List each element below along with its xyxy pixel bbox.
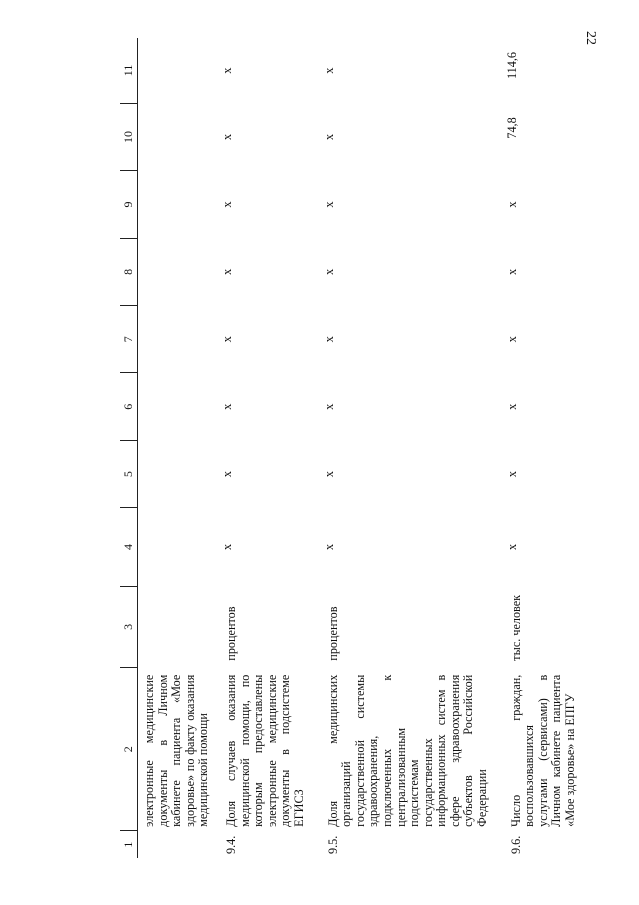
table-row: [321, 38, 504, 858]
column-header: 1: [120, 831, 138, 858]
value-cell: x: [219, 268, 234, 275]
column-numbers-row: [120, 38, 138, 858]
value-cell: x: [321, 201, 336, 208]
value-cell: [138, 238, 219, 305]
row-number: [138, 831, 219, 858]
indicator-table: [120, 38, 584, 858]
value-cell: [138, 306, 219, 373]
column-header: 11: [120, 38, 138, 103]
table-row: [219, 38, 321, 858]
value-cell: x: [504, 471, 519, 478]
column-header: 9: [120, 171, 138, 238]
value-cell: x: [219, 403, 234, 410]
column-header: 2: [120, 668, 138, 831]
value-cell: x: [321, 133, 336, 141]
unit-of-measure: тыс. человек: [508, 594, 523, 661]
indicator-name: Доля медицинских организаций государственной системы здравоохранения, подключенных к централизованным подсистемам государственных информационных систем в сфере здравоохранения субъектов Российской Федерации: [325, 674, 490, 827]
value-cell: x: [321, 543, 336, 551]
indicator-name: электронные медицинские документы в Личном кабинете пациента «Мое здоровье» по факту оказания медицинской помощи: [142, 674, 211, 827]
value-cell: x: [219, 471, 234, 478]
column-header: 3: [120, 586, 138, 668]
value-cell: 114,6: [504, 52, 519, 79]
value-cell: x: [504, 403, 519, 410]
value-cell: [138, 373, 219, 440]
table-row: [504, 38, 584, 858]
value-cell: x: [504, 543, 519, 551]
table-row: [138, 38, 219, 858]
table-body: [120, 38, 584, 858]
value-cell: x: [219, 543, 234, 551]
value-cell: [138, 38, 219, 103]
unit-of-measure: процентов: [325, 606, 340, 661]
page-number: 22: [583, 31, 598, 45]
value-cell: x: [504, 268, 519, 275]
value-cell: x: [219, 67, 234, 74]
value-cell: [138, 171, 219, 238]
value-cell: x: [219, 336, 234, 343]
value-cell: x: [219, 201, 234, 208]
row-number: 9.5.: [325, 835, 340, 854]
value-cell: [138, 103, 219, 170]
rotated-table-container: [120, 38, 639, 858]
value-cell: 74,8: [504, 117, 519, 139]
row-number: 9.6.: [508, 835, 523, 854]
indicator-name: Доля случаев оказания медицинской помощи, по которым предоставлены электронные медицинские документы в подсистеме ЕГИСЗ: [223, 674, 306, 827]
value-cell: x: [321, 268, 336, 275]
column-header: 7: [120, 306, 138, 373]
value-cell: [138, 508, 219, 586]
column-header: 8: [120, 238, 138, 305]
value-cell: x: [321, 336, 336, 343]
row-number: 9.4.: [223, 835, 238, 854]
value-cell: x: [219, 133, 234, 141]
value-cell: [138, 440, 219, 507]
value-cell: x: [321, 67, 336, 74]
unit-of-measure: процентов: [223, 606, 238, 661]
value-cell: x: [504, 336, 519, 343]
indicator-name: Число граждан, воспользовавшихся услугами (сервисами) в Личном кабинете пациента «Мое здоровье» на ЕПГУ: [508, 674, 578, 827]
unit-of-measure: [138, 586, 219, 668]
value-cell: x: [321, 471, 336, 478]
value-cell: x: [504, 201, 519, 208]
value-cell: x: [321, 403, 336, 410]
column-header: 5: [120, 440, 138, 507]
column-header: 4: [120, 508, 138, 586]
column-header: 10: [120, 103, 138, 170]
column-header: 6: [120, 373, 138, 440]
